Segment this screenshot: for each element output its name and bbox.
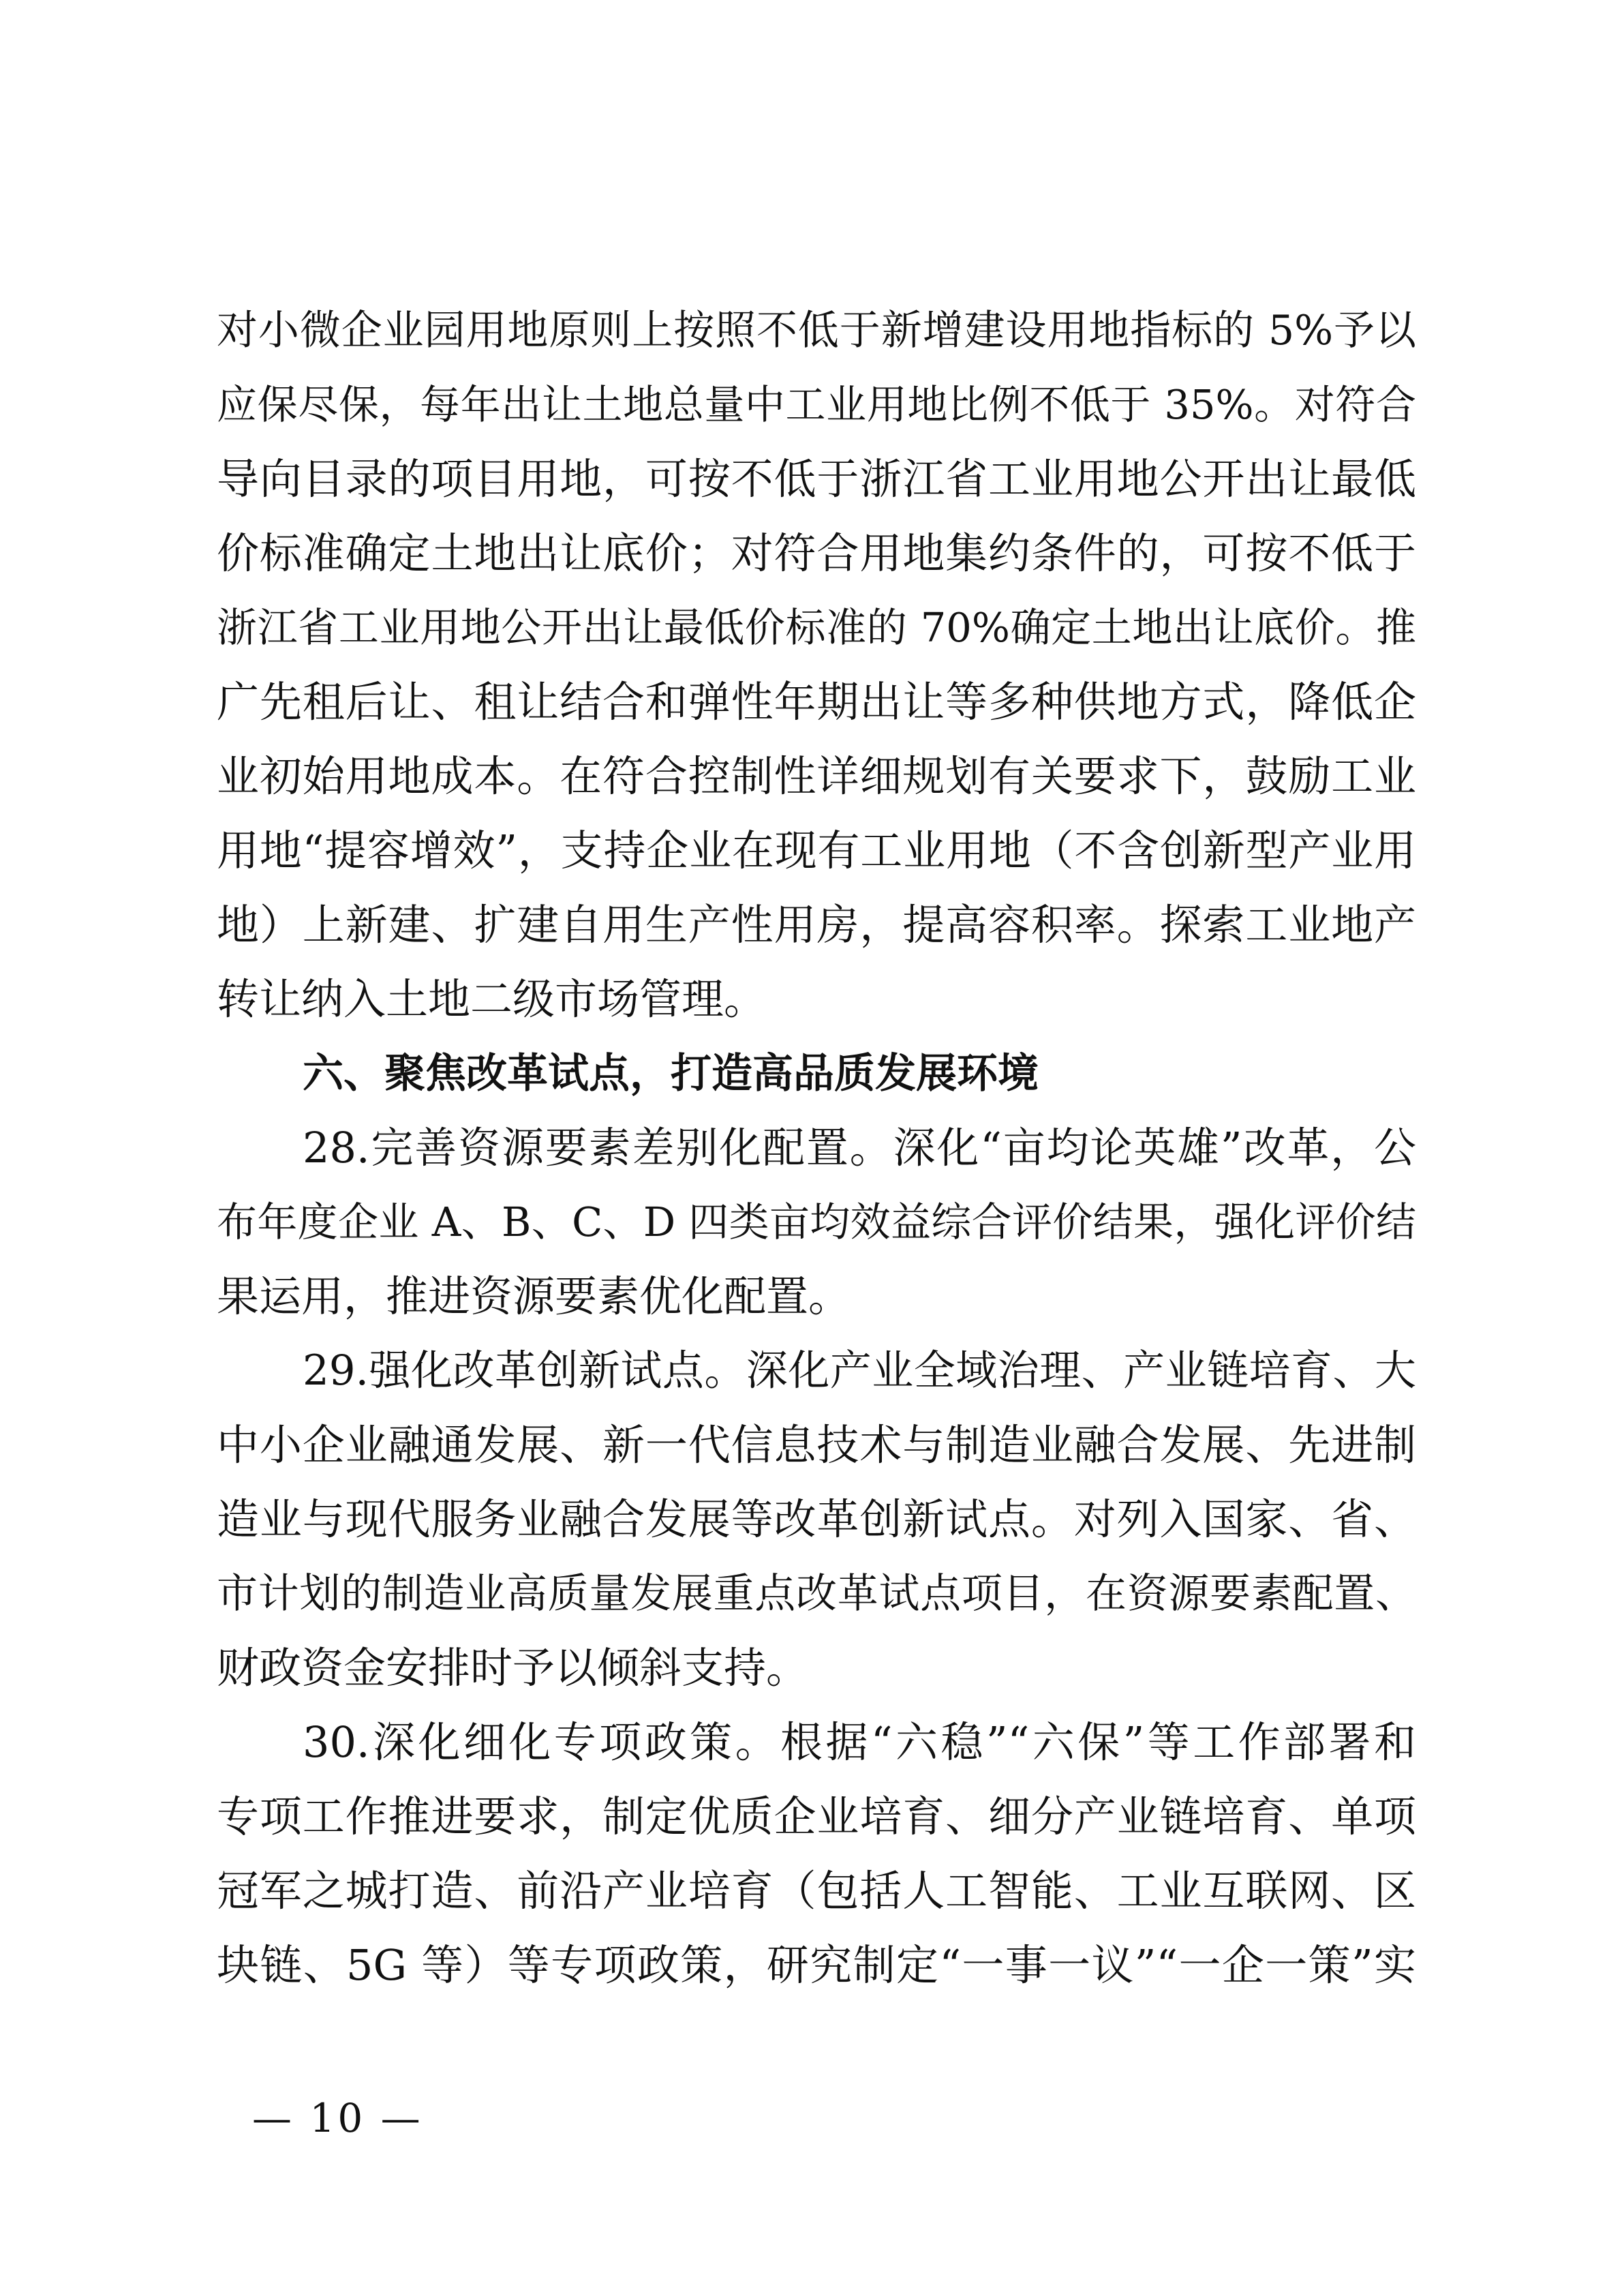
text-line: 布年度企业 A、B、C、D 四类亩均效益综合评价结果，强化评价结 (217, 1198, 1416, 1245)
text-line: 转让纳入土地二级市场管理。 (217, 974, 767, 1024)
text-line: 中小企业融通发展、新一代信息技术与制造业融合发展、先进制 (217, 1420, 1416, 1470)
text-line: 专项工作推进要求，制定优质企业培育、细分产业链培育、单项 (217, 1792, 1416, 1841)
text-line: 29.强化改革创新试点。深化产业全域治理、产业链培育、大 (303, 1346, 1416, 1395)
text-line: 冠军之城打造、前沿产业培育（包括人工智能、工业互联网、区 (217, 1866, 1416, 1916)
text-line: 导向目录的项目用地，可按不低于浙江省工业用地公开出让最低 (217, 454, 1416, 504)
text-line: 浙江省工业用地公开出让最低价标准的 70%确定土地出让底价。推 (217, 604, 1416, 651)
text-line: 价标准确定土地出让底价；对符合用地集约条件的，可按不低于 (217, 528, 1416, 578)
text-line: 应保尽保，每年出让土地总量中工业用地比例不低于 35%。对符合 (217, 381, 1416, 428)
text-line: 28.完善资源要素差别化配置。深化“亩均论英雄”改革，公 (303, 1123, 1416, 1173)
page-number: — 10 — (252, 2095, 423, 2141)
text-line: 30.深化细化专项政策。根据“六稳”“六保”等工作部署和 (303, 1717, 1416, 1767)
text-line: 果运用，推进资源要素优化配置。 (217, 1271, 851, 1321)
text-line: 市计划的制造业高质量发展重点改革试点项目，在资源要素配置、 (217, 1570, 1416, 1618)
text-line: 财政资金安排时予以倾斜支持。 (217, 1643, 809, 1693)
section-heading: 六、聚焦改革试点，打造高品质发展环境 (303, 1050, 1039, 1098)
text-line: 用地“提容增效”，支持企业在现有工业用地（不含创新型产业用 (217, 826, 1416, 875)
text-line: 造业与现代服务业融合发展等改革创新试点。对列入国家、省、 (217, 1494, 1416, 1544)
text-line: 块链、5G 等）等专项政策，研究制定“一事一议”“一企一策”实 (217, 1940, 1416, 1990)
text-line: 对小微企业园用地原则上按照不低于新增建设用地指标的 5%予以 (217, 307, 1416, 354)
text-line: 业初始用地成本。在符合控制性详细规划有关要求下，鼓励工业 (217, 751, 1416, 801)
text-line: 广先租后让、租让结合和弹性年期出让等多种供地方式，降低企 (217, 677, 1416, 727)
text-line: 地）上新建、扩建自用生产性用房，提高容积率。探索工业地产 (217, 900, 1416, 950)
